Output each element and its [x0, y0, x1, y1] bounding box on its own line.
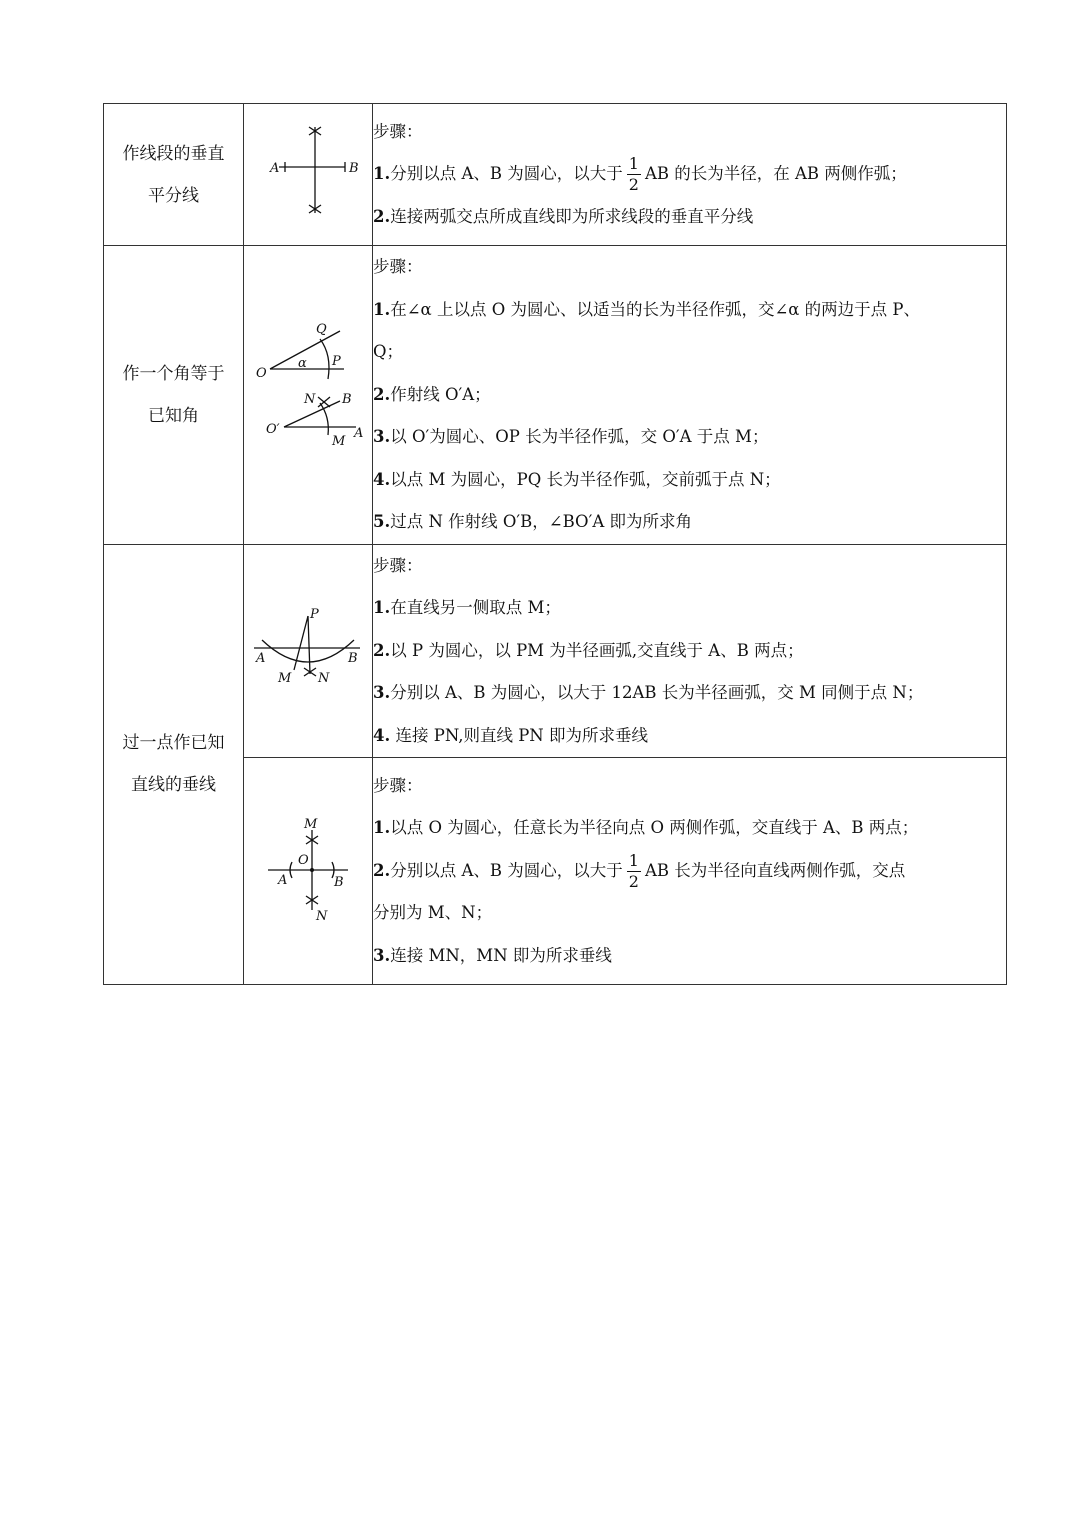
title-line: 作一个角等于	[122, 363, 225, 384]
step-1	[373, 587, 1006, 630]
steps-heading: 步骤：	[373, 775, 423, 795]
label-p: P	[332, 353, 341, 369]
step-number: 3.	[373, 683, 391, 702]
step-4	[373, 715, 1006, 758]
fraction-one-half	[627, 156, 641, 193]
step-number: 1.	[373, 818, 391, 838]
step-1	[373, 153, 1006, 196]
label-a: A	[278, 873, 288, 888]
step-1	[373, 289, 1006, 332]
figure-cell	[244, 104, 373, 246]
step-number: 4.	[373, 725, 391, 745]
step-3	[373, 672, 1006, 715]
title-line: 直线的垂线	[131, 775, 216, 796]
label-b: B	[349, 160, 359, 176]
steps-cell	[373, 246, 1007, 545]
step-text: 过点 N 作射线 O′B，∠BO′A 即为所求角	[390, 512, 692, 531]
step-text: 在直线另一侧取点 M；	[390, 598, 561, 617]
row-perpendicular-external-point	[104, 544, 1007, 758]
constructions-table	[103, 103, 1007, 985]
fraction-denominator: 2	[628, 871, 639, 891]
fraction-numerator: 1	[628, 154, 639, 174]
label-m: M	[304, 817, 318, 832]
step-1	[373, 807, 1006, 850]
figure-cell	[244, 544, 373, 758]
step-number: 1.	[373, 598, 391, 617]
step-text: 分别以点 A、B 为圆心，以大于	[390, 860, 623, 880]
step-number: 2.	[373, 384, 391, 404]
construction-name	[104, 246, 244, 545]
label-p: P	[310, 606, 319, 622]
fraction-numerator: 1	[628, 850, 639, 870]
perpendicular-external-figure	[248, 604, 368, 694]
step-number: 1.	[373, 299, 391, 319]
title-line: 平分线	[148, 185, 199, 206]
step-number: 2.	[373, 206, 391, 226]
label-alpha: α	[298, 355, 307, 371]
perpendicular-on-line-figure	[258, 814, 358, 924]
line-pn	[308, 616, 310, 674]
arc-n-cross	[318, 397, 330, 407]
label-b: B	[334, 875, 344, 890]
step-text: 连接两弧交点所成直线即为所求线段的垂直平分线	[390, 206, 754, 226]
step-2	[373, 196, 1006, 239]
step-number: 1.	[373, 164, 391, 184]
steps-heading: 步骤：	[373, 555, 423, 575]
label-n: N	[316, 909, 328, 924]
row-copy-angle	[104, 246, 1007, 545]
perpendicular-bisector-figure	[253, 118, 363, 228]
step-text: 以 P 为圆心，以 PM 为半径画弧,交直线于 A、B 两点；	[390, 640, 804, 660]
steps-heading: 步骤：	[373, 121, 423, 141]
label-o: O	[298, 853, 309, 868]
construction-name	[104, 104, 244, 246]
step-text: 以 O′为圆心、OP 长为半径作弧，交 O′A 于点 M；	[390, 427, 769, 446]
step-number: 3.	[373, 427, 391, 446]
step-number: 5.	[373, 512, 391, 531]
steps-heading: 步骤：	[373, 257, 423, 276]
step-number: 2.	[373, 860, 391, 880]
label-m: M	[278, 670, 292, 686]
step-text: AB 的长为半径，在 AB 两侧作弧；	[644, 164, 907, 184]
step-5	[373, 501, 1006, 544]
title-line: 过一点作已知	[122, 733, 225, 754]
label-a: A	[270, 160, 280, 176]
label-b: B	[342, 391, 352, 407]
step-1-continued: Q；	[373, 342, 404, 361]
step-text: 作射线 O′A；	[390, 384, 491, 404]
label-b: B	[348, 650, 358, 666]
step-text: 以点 M 为圆心，PQ 长为半径作弧，交前弧于点 N；	[390, 469, 781, 489]
step-text: AB 长为半径向直线两侧作弧，交点	[644, 860, 906, 880]
step-text: 连接 MN，MN 即为所求垂线	[390, 945, 612, 965]
arc-ab	[262, 640, 354, 662]
title-line: 作线段的垂直	[122, 143, 225, 164]
label-q: Q	[316, 322, 327, 337]
label-o: O	[256, 365, 267, 381]
copy-angle-figure	[248, 323, 368, 463]
title-line: 已知角	[148, 405, 199, 426]
step-number: 3.	[373, 945, 391, 965]
fraction-denominator: 2	[628, 175, 639, 195]
step-4	[373, 459, 1006, 502]
step-number: 2.	[373, 640, 391, 660]
label-a: A	[256, 650, 266, 666]
steps-cell	[373, 544, 1007, 758]
label-m: M	[332, 433, 346, 449]
label-n: N	[304, 391, 316, 407]
step-text: 分别以点 A、B 为圆心，以大于	[390, 164, 623, 184]
label-o2: O′	[266, 421, 280, 437]
steps-cell	[373, 758, 1007, 985]
step-text: 连接 PN,则直线 PN 即为所求垂线	[390, 725, 648, 745]
step-2-continued: 分别为 M、N；	[373, 903, 493, 923]
step-number: 4.	[373, 469, 391, 489]
step-3	[373, 935, 1006, 978]
step-2	[373, 630, 1006, 673]
construction-name	[104, 544, 244, 985]
steps-cell	[373, 104, 1007, 246]
step-2	[373, 850, 1006, 893]
row-perpendicular-bisector	[104, 104, 1007, 246]
fraction-one-half	[627, 850, 641, 891]
step-text: 在∠α 上以点 O 为圆心、以适当的长为半径作弧，交∠α 的两边于点 P、	[390, 299, 921, 319]
step-2	[373, 374, 1006, 417]
label-a: A	[354, 425, 364, 441]
step-text: 以点 O 为圆心，任意长为半径向点 O 两侧作弧，交直线于 A、B 两点；	[390, 818, 919, 838]
step-text: 分别以 A、B 为圆心，以大于 12AB 长为半径画弧，交 M 同侧于点 N；	[390, 683, 924, 702]
point-o	[310, 868, 314, 872]
arc-pq	[320, 339, 329, 379]
figure-cell	[244, 246, 373, 545]
label-n: N	[318, 670, 330, 686]
step-3	[373, 416, 1006, 459]
figure-cell	[244, 758, 373, 985]
